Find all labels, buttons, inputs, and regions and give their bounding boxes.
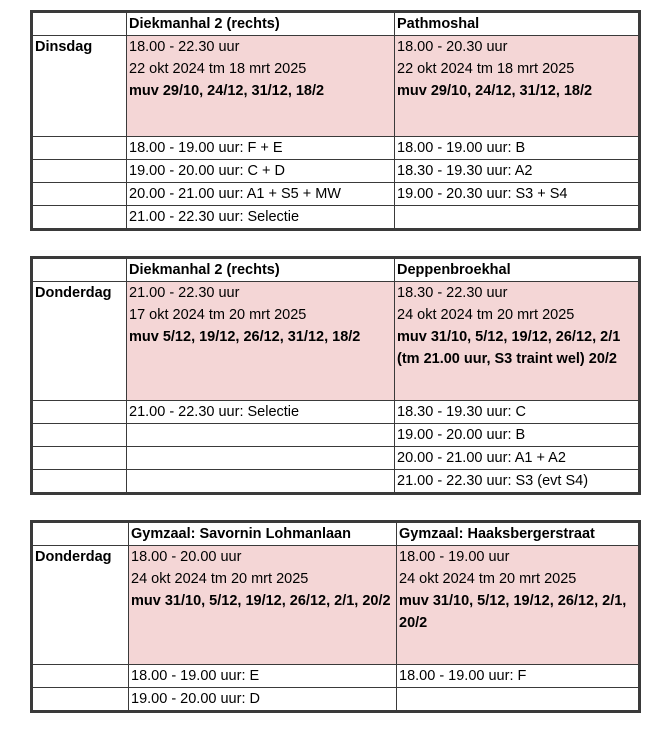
header-blank xyxy=(32,258,127,282)
exception-dates: muv 31/10, 5/12, 19/12, 26/12, 2/1, 20/2 xyxy=(399,593,627,631)
group-slot: 20.00 - 21.00 uur: A1 + S5 + MW xyxy=(127,183,395,206)
group-slot: 18.00 - 19.00 uur: E xyxy=(129,665,397,688)
time-range: 18.00 - 20.00 uur xyxy=(131,549,242,565)
group-slot: 18.30 - 19.30 uur: C xyxy=(395,401,640,424)
group-slot: 21.00 - 22.30 uur: S3 (evt S4) xyxy=(395,470,640,494)
date-period: 24 okt 2024 tm 20 mrt 2025 xyxy=(131,571,309,587)
group-slot: 21.00 - 22.30 uur: Selectie xyxy=(127,206,395,230)
time-range: 18.00 - 19.00 uur xyxy=(399,549,510,565)
venue-schedule-summary xyxy=(127,36,395,137)
date-period: 22 okt 2024 tm 18 mrt 2025 xyxy=(129,61,307,77)
venue-schedule-summary xyxy=(127,282,395,401)
group-slot: 18.00 - 19.00 uur: B xyxy=(395,137,640,160)
group-slot xyxy=(127,470,395,494)
group-slot: 19.00 - 20.00 uur: B xyxy=(395,424,640,447)
day-label: Donderdag xyxy=(32,282,127,401)
group-slot: 19.00 - 20.30 uur: S3 + S4 xyxy=(395,183,640,206)
exception-dates: muv 31/10, 5/12, 19/12, 26/12, 2/1, 20/2 xyxy=(131,593,391,609)
time-range: 21.00 - 22.30 uur xyxy=(129,285,240,301)
group-slot: 20.00 - 21.00 uur: A1 + A2 xyxy=(395,447,640,470)
empty-cell xyxy=(32,401,127,424)
venue-header: Pathmoshal xyxy=(395,12,640,36)
header-blank xyxy=(32,522,129,546)
empty-cell xyxy=(32,137,127,160)
empty-cell xyxy=(32,424,127,447)
empty-cell xyxy=(32,665,129,688)
header-blank xyxy=(32,12,127,36)
venue-header: Deppenbroekhal xyxy=(395,258,640,282)
venue-header: Gymzaal: Savornin Lohmanlaan xyxy=(129,522,397,546)
empty-cell xyxy=(32,206,127,230)
group-slot: 21.00 - 22.30 uur: Selectie xyxy=(127,401,395,424)
date-period: 17 okt 2024 tm 20 mrt 2025 xyxy=(129,307,307,323)
day-label: Donderdag xyxy=(32,546,129,665)
venue-schedule-summary xyxy=(395,36,640,137)
empty-cell xyxy=(32,447,127,470)
group-slot: 19.00 - 20.00 uur: C + D xyxy=(127,160,395,183)
group-slot: 18.00 - 19.00 uur: F + E xyxy=(127,137,395,160)
group-slot xyxy=(127,447,395,470)
exception-dates: muv 29/10, 24/12, 31/12, 18/2 xyxy=(129,83,325,99)
group-slot: 18.00 - 19.00 uur: F xyxy=(397,665,640,688)
group-slot xyxy=(397,688,640,712)
time-range: 18.00 - 20.30 uur xyxy=(397,39,508,55)
date-period: 24 okt 2024 tm 20 mrt 2025 xyxy=(399,571,577,587)
venue-schedule-summary xyxy=(395,282,640,401)
schedule-table-donderdag-2 xyxy=(30,520,641,713)
venue-schedule-summary xyxy=(129,546,397,665)
group-slot xyxy=(127,424,395,447)
schedule-table-donderdag-1 xyxy=(30,256,641,495)
date-period: 24 okt 2024 tm 20 mrt 2025 xyxy=(397,307,575,323)
venue-schedule-summary xyxy=(397,546,640,665)
date-period: 22 okt 2024 tm 18 mrt 2025 xyxy=(397,61,575,77)
time-range: 18.00 - 22.30 uur xyxy=(129,39,240,55)
venue-header: Diekmanhal 2 (rechts) xyxy=(127,12,395,36)
day-label: Dinsdag xyxy=(32,36,127,137)
exception-dates: muv 29/10, 24/12, 31/12, 18/2 xyxy=(397,83,593,99)
empty-cell xyxy=(32,160,127,183)
venue-header: Diekmanhal 2 (rechts) xyxy=(127,258,395,282)
venue-header: Gymzaal: Haaksbergerstraat xyxy=(397,522,640,546)
empty-cell xyxy=(32,688,129,712)
group-slot: 19.00 - 20.00 uur: D xyxy=(129,688,397,712)
schedule-table-dinsdag xyxy=(30,10,641,231)
empty-cell xyxy=(32,183,127,206)
time-range: 18.30 - 22.30 uur xyxy=(397,285,508,301)
group-slot: 18.30 - 19.30 uur: A2 xyxy=(395,160,640,183)
exception-dates: muv 31/10, 5/12, 19/12, 26/12, 2/1 (tm 21.00 uur, S3 traint wel) 20/2 xyxy=(397,329,621,367)
exception-dates: muv 5/12, 19/12, 26/12, 31/12, 18/2 xyxy=(129,329,361,345)
group-slot xyxy=(395,206,640,230)
empty-cell xyxy=(32,470,127,494)
